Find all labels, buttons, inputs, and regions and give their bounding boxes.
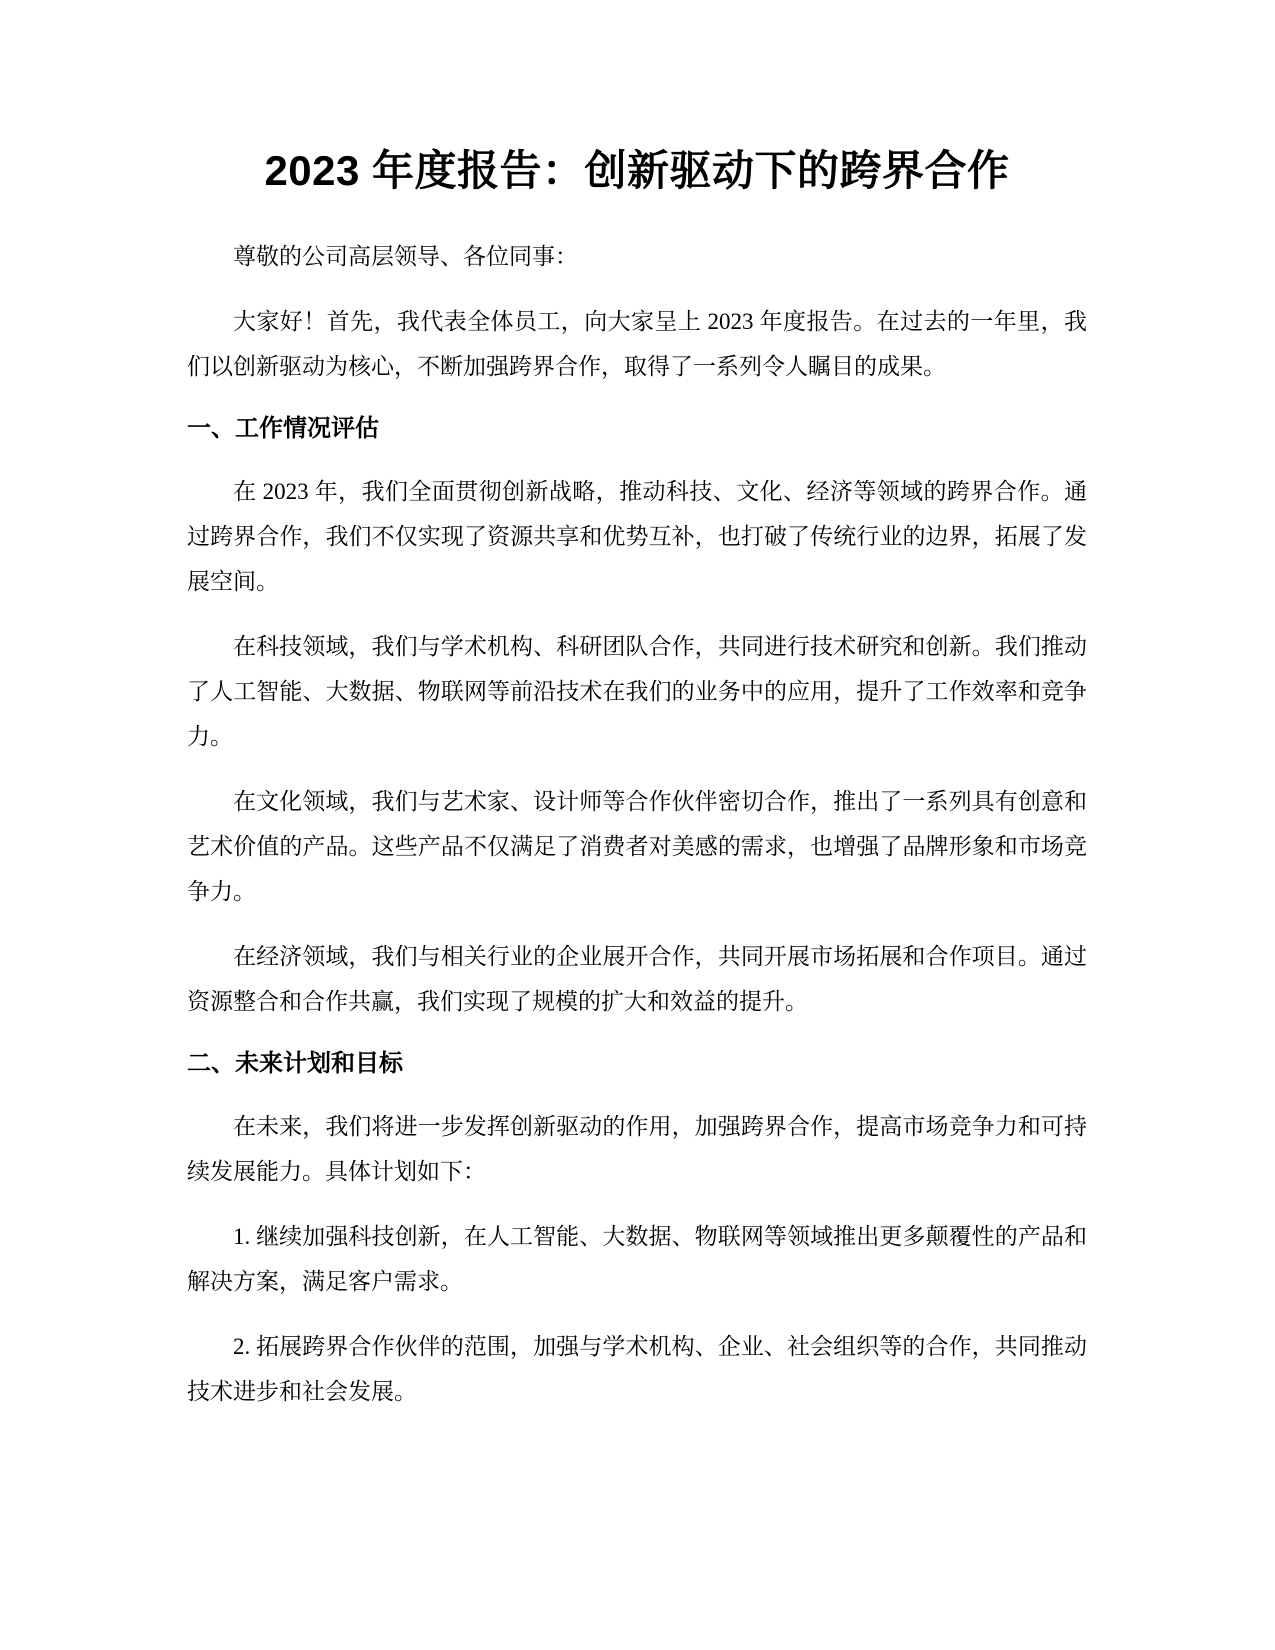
section-heading-work-evaluation: 一、工作情况评估	[187, 414, 379, 442]
section1-paragraph-culture: 在文化领域，我们与艺术家、设计师等合作伙伴密切合作，推出了一系列具有创意和艺术价值的产品。这些产品不仅满足了消费者对美感的需求，也增强了品牌形象和市场竞争力。	[187, 788, 1087, 904]
greeting-paragraph: 尊敬的公司高层领导、各位同事：	[233, 243, 578, 269]
document-body	[187, 145, 1087, 1434]
document-title: 2023 年度报告：创新驱动下的跨界合作	[264, 147, 1010, 194]
section1-paragraph-overview: 在 2023 年，我们全面贯彻创新战略，推动科技、文化、经济等领域的跨界合作。通过跨界合作，我们不仅实现了资源共享和优势互补，也打破了传统行业的边界，拓展了发展空间。	[187, 478, 1087, 594]
intro-paragraph: 大家好！首先，我代表全体员工，向大家呈上 2023 年度报告。在过去的一年里，我们以创新驱动为核心，不断加强跨界合作，取得了一系列令人瞩目的成果。	[187, 308, 1087, 379]
section2-paragraph-intro: 在未来，我们将进一步发挥创新驱动的作用，加强跨界合作，提高市场竞争力和可持续发展能力。具体计划如下：	[187, 1113, 1087, 1184]
section1-paragraph-economy: 在经济领域，我们与相关行业的企业展开合作，共同开展市场拓展和合作项目。通过资源整合和合作共赢，我们实现了规模的扩大和效益的提升。	[187, 943, 1087, 1014]
section1-paragraph-technology: 在科技领域，我们与学术机构、科研团队合作，共同进行技术研究和创新。我们推动了人工智能、大数据、物联网等前沿技术在我们的业务中的应用，提升了工作效率和竞争力。	[187, 633, 1087, 749]
plan-item-2: 2. 拓展跨界合作伙伴的范围，加强与学术机构、企业、社会组织等的合作，共同推动技术进步和社会发展。	[187, 1333, 1087, 1404]
section-heading-future-plans: 二、未来计划和目标	[187, 1049, 403, 1077]
plan-item-1: 1. 继续加强科技创新，在人工智能、大数据、物联网等领域推出更多颠覆性的产品和解决方案，满足客户需求。	[187, 1223, 1087, 1294]
